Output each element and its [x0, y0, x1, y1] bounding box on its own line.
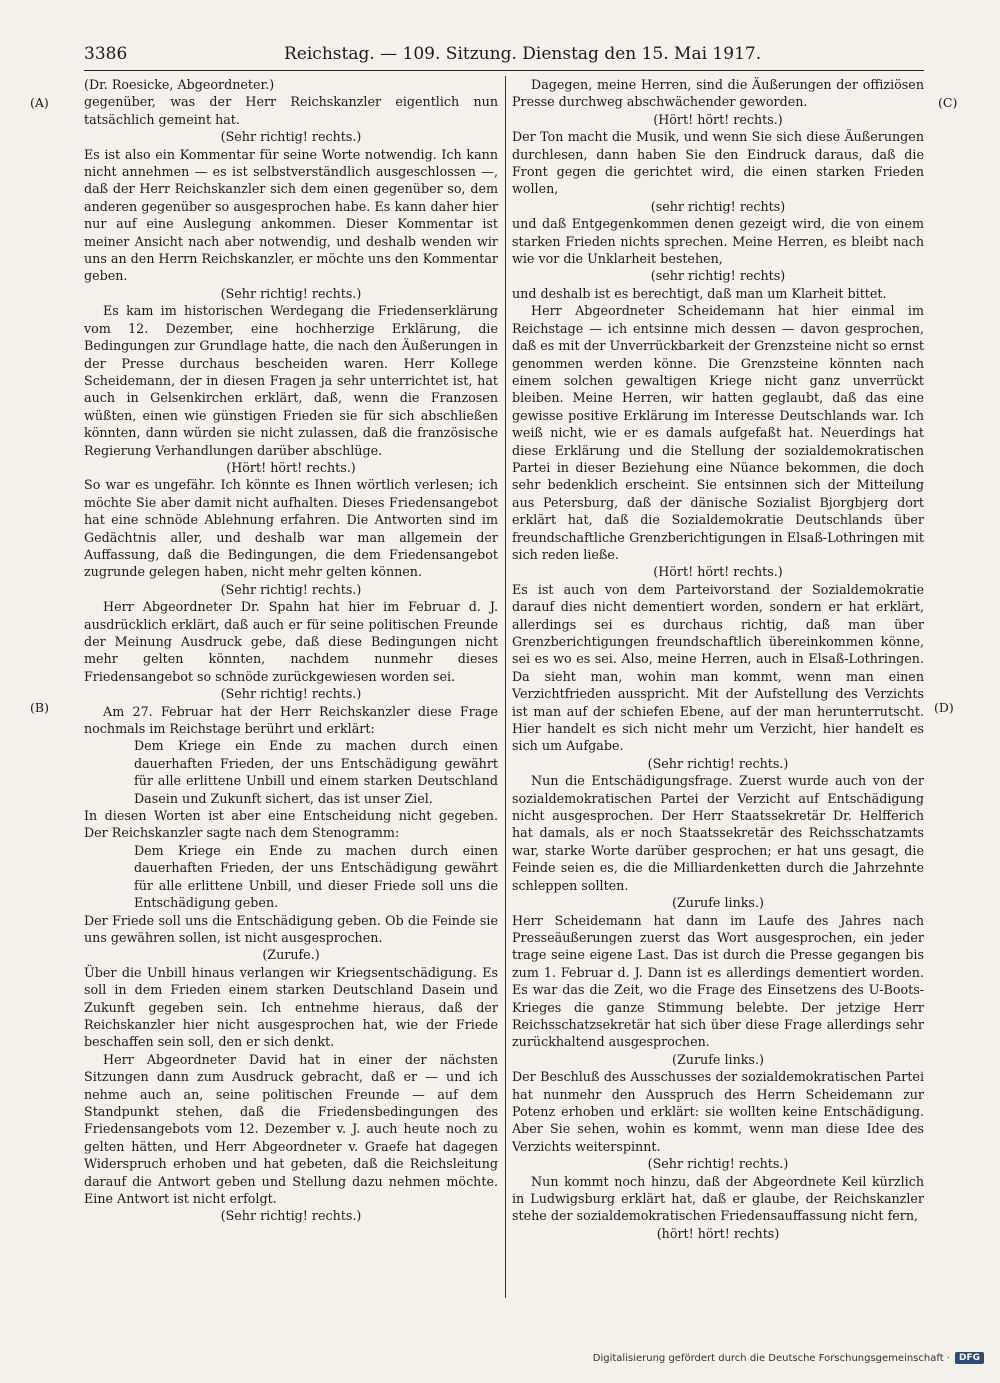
interjection: (Sehr richtig! rechts.): [647, 1156, 789, 1172]
paragraph: Nun kommt noch hinzu, daß der Abgeordnete Keil kürzlich in Ludwigsburg erklärt hat, daß er glaube, der Reichskanzler stehe der sozialdemokratischen Friedensauffassung nicht fern,: [512, 1173, 924, 1224]
interjection: (Sehr richtig! rechts.): [220, 129, 362, 145]
paragraph: Es kam im historischen Werdegang die Friedenserklärung vom 12. Dezember, eine hochherzige Erklärung, die Bedingungen zur Grundlage hatte, die nach den Äußerungen in der Presse durchaus bescheiden waren. Herr Kollege Scheidemann, der in diesen Fragen ja sehr unterrichtet ist, hat auch in Gelsenkirchen erklärt, daß, wenn die Franzosen wüßten, einen wie günstigen Frieden sie für sich abschließen könnten, dann würden sie nicht zulassen, daß die französische Regierung Verhandlungen darüber abschlüge.: [84, 303, 498, 458]
paragraph: gegenüber, was der Herr Reichskanzler eigentlich nun tatsächlich gemeint hat.: [84, 94, 498, 127]
paragraph: Es ist auch von dem Parteivorstand der Sozialdemokratie darauf dies nicht dementiert worden, sondern er hat erklärt, allerdings sei es durchaus richtig, daß man über Grenzberichtigungen freundschaftlich übereinkommen könne, sei es wo es sei. Also, meine Herren, auch in Elsaß-Lothringen. Da sieht man, wohin man kommt, wenn man einen Verzichtfrieden ausspricht. Mit der Aufstellung des Verzichts ist man auf der schiefen Ebene, auf der man herunterrutscht. Hier handelt es sich nicht mehr um Verzicht, hier handelt es sich um Aufgabe.: [512, 581, 924, 754]
paragraph: Über die Unbill hinaus verlangen wir Kriegsentschädigung. Es soll in dem Frieden einem starken Deutschland Dasein und Zukunft gegeben sein. Ich entnehme hieraus, daß der Reichskanzler hier nicht ausgesprochen hat, wie der Friede beschaffen sein soll, den er sich denkt.: [84, 964, 498, 1050]
paragraph: und daß Entgegenkommen denen gezeigt wird, die von einem starken Frieden nichts sprechen. Meine Herren, es bleibt nach wie vor die Unklarheit bestehen,: [512, 216, 924, 267]
margin-mark-d: (D): [934, 700, 954, 715]
footer: [593, 1352, 984, 1364]
quotation: Dem Kriege ein Ende zu machen durch einen dauerhaften Frieden, der uns Entschädigung gewährt für alle erlittene Unbill und einem starken Deutschland Dasein und Zukunft sichert, das ist unser Ziel.: [134, 738, 498, 806]
interjection: (Zurufe links.): [672, 895, 764, 911]
right-column: [512, 76, 924, 1242]
interjection: (Zurufe.): [262, 947, 320, 963]
interjection: (Sehr richtig! rechts.): [220, 686, 362, 702]
paragraph: (Dr. Roesicke, Abgeordneter.): [84, 77, 275, 92]
paragraph: Herr Abgeordneter Scheidemann hat hier einmal im Reichstage — ich entsinne mich dessen — davon gesprochen, daß es mit der Unverrückbarkeit der Grenzsteine nicht so ernst genommen werden könne. Die Grenzsteine könnten nach einem solchen gewaltigen Kriege nicht ganz unverrückt bleiben. Meine Herren, wir hatten geglaubt, daß das eine gewisse positive Erklärung im Interesse Deutschlands war. Ich weiß nicht, wie er es damals aufgefaßt hat. Neuerdings hat diese Erklärung und die Stellung der sozialdemokratischen Partei in dieser Beziehung eine Nüance bekommen, die doch sehr bedenklich erscheint. Sie entsinnen sich der Mitteilung aus Petersburg, daß der dänische Sozialist Bjorgbjerg dort erklärt hat, daß die Sozialdemokratie Deutschlands über freundschaftliche Grenzberichtigungen in Elsaß-Lothringen mit sich reden ließe.: [512, 303, 924, 562]
interjection: (sehr richtig! rechts): [650, 268, 786, 284]
paragraph: Der Ton macht die Musik, und wenn Sie sich diese Äußerungen durchlesen, dann haben Sie den Eindruck daraus, daß die Front gegen die gerichtet wird, die einen starken Frieden wollen,: [512, 129, 924, 197]
interjection: (Hört! hört! rechts.): [226, 459, 356, 475]
paragraph: Es ist also ein Kommentar für seine Worte notwendig. Ich kann nicht annehmen — es ist selbstverständlich ausgeschlossen —, daß der Herr Reichskanzler sich dem einen gegenüber so, dem anderen gegenüber so ausgesprochen habe. Es kann daher hier nur auf eine Auslegung ankommen. Dieser Kommentar ist meiner Ansicht nach aber notwendig, und deshalb wenden wir uns an den Herrn Reichskanzler, er möchte uns den Kommentar geben.: [84, 146, 498, 284]
running-title: Reichstag. — 109. Sitzung. Dienstag den 15. Mai 1917.: [284, 44, 762, 64]
paragraph: So war es ungefähr. Ich könnte es Ihnen wörtlich verlesen; ich möchte Sie aber damit nicht aufhalten. Dieses Friedensangebot hat eine schnöde Ablehnung erfahren. Die Antworten sind im Gedächtnis aller, und deshalb war man allgemein der Auffassung, daß die Bedingungen, die dem Friedensangebot zugrunde gelegen haben, nicht mehr gelten können.: [84, 477, 498, 580]
interjection: (Sehr richtig! rechts.): [220, 1208, 362, 1224]
margin-mark-b: (B): [30, 700, 49, 715]
paragraph: Herr Abgeordneter Dr. Spahn hat hier im Februar d. J. ausdrücklich erklärt, daß auch er für seine politischen Freunde der Meinung Ausdruck gebe, daß diese Bedingungen nicht mehr gelten könnten, nachdem nunmehr dieses Friedensangebot so schnöde zurückgewiesen worden sei.: [84, 599, 498, 684]
page-header: [84, 44, 924, 71]
interjection: (hört! hört! rechts): [656, 1225, 780, 1241]
page-number: 3386: [84, 44, 128, 64]
column-divider: [505, 76, 506, 1298]
paragraph: Am 27. Februar hat der Herr Reichskanzler diese Frage nochmals im Reichstage berührt und erklärt:: [84, 703, 498, 737]
paragraph: Herr Abgeordneter David hat in einer der nächsten Sitzungen dann zum Ausdruck gebracht, daß er — und ich nehme auch an, seine politischen Freunde — auf dem Standpunkt stehen, daß die Friedensbedingungen des Friedensangebots vom 12. Dezember v. J. auch heute noch zu gelten hätten, und Herr Abgeordneter v. Graefe hat dagegen Widerspruch erhoben und hat gebeten, daß die Reichsleitung darauf die Antwort geben und Stellung dazu nehmen möchte. Eine Antwort ist nicht erfolgt.: [84, 1051, 498, 1206]
margin-mark-a: (A): [30, 95, 49, 110]
interjection: (Zurufe links.): [672, 1051, 764, 1067]
interjection: (Hört! hört! rechts.): [653, 564, 783, 580]
paragraph: und deshalb ist es berechtigt, daß man um Klarheit bittet.: [512, 285, 887, 301]
left-column: [84, 76, 498, 1225]
paragraph: Nun die Entschädigungsfrage. Zuerst wurde auch von der sozialdemokratischen Partei der Verzicht auf Entschädigung nicht ausgesprochen. Der Herr Staatssekretär Dr. Helfferich hat damals, als er noch Staatssekretär des Reichsschatzamts war, starke Worte darüber gesprochen; er hat uns gesagt, die Feinde seien es, die die Milliardenketten durch die Jahrzehnte schleppen sollten.: [512, 773, 924, 893]
interjection: (Sehr richtig! rechts.): [647, 755, 789, 771]
paragraph: Der Friede soll uns die Entschädigung geben. Ob die Feinde sie uns gewähren sollen, ist nicht ausgesprochen.: [84, 912, 498, 945]
quotation: Dem Kriege ein Ende zu machen durch einen dauerhaften Frieden, der uns Entschädigung gewährt für alle erlittene Unbill, und dieser Friede soll uns die Entschädigung geben.: [134, 842, 498, 911]
dfg-logo: DFG: [955, 1352, 984, 1364]
paragraph: Dagegen, meine Herren, sind die Äußerungen der offiziösen Presse durchweg abschwächender geworden.: [512, 77, 924, 110]
interjection: (Hört! hört! rechts.): [653, 111, 783, 127]
interjection: (sehr richtig! rechts): [650, 198, 786, 214]
interjection: (Sehr richtig! rechts.): [220, 285, 362, 301]
paragraph: Der Beschluß des Ausschusses der sozialdemokratischen Partei hat nunmehr den Ausspruch des Herrn Scheidemann zur Potenz erhoben und erklärt: sie wollten keine Entschädigung. Aber Sie sehen, wohin es kommt, wenn man diese Idee des Verzichts weiterspinnt.: [512, 1069, 924, 1154]
margin-mark-c: (C): [938, 95, 958, 110]
interjection: (Sehr richtig! rechts.): [220, 581, 362, 597]
footer-credit: Digitalisierung gefördert durch die Deutsche Forschungsgemeinschaft ·: [592, 1352, 950, 1364]
paragraph: Herr Scheidemann hat dann im Laufe des Jahres nach Presseäußerungen zuerst das Wort ausgesprochen, ein jeder trage seine eigene Last. Das ist durch die Presse gegangen bis zum 1. Februar d. J. Dann ist es allerdings dementiert worden. Es war das die Zeit, wo die Frage des Einsetzens des U-Boots-Krieges die ganze Stimmung belebte. Der jetzige Herr Reichsschatzsekretär hat sich über diese Frage allerdings sehr zurückhaltend ausgesprochen.: [512, 912, 924, 1050]
paragraph: In diesen Worten ist aber eine Entscheidung nicht gegeben. Der Reichskanzler sagte nach dem Stenogramm:: [84, 808, 498, 841]
